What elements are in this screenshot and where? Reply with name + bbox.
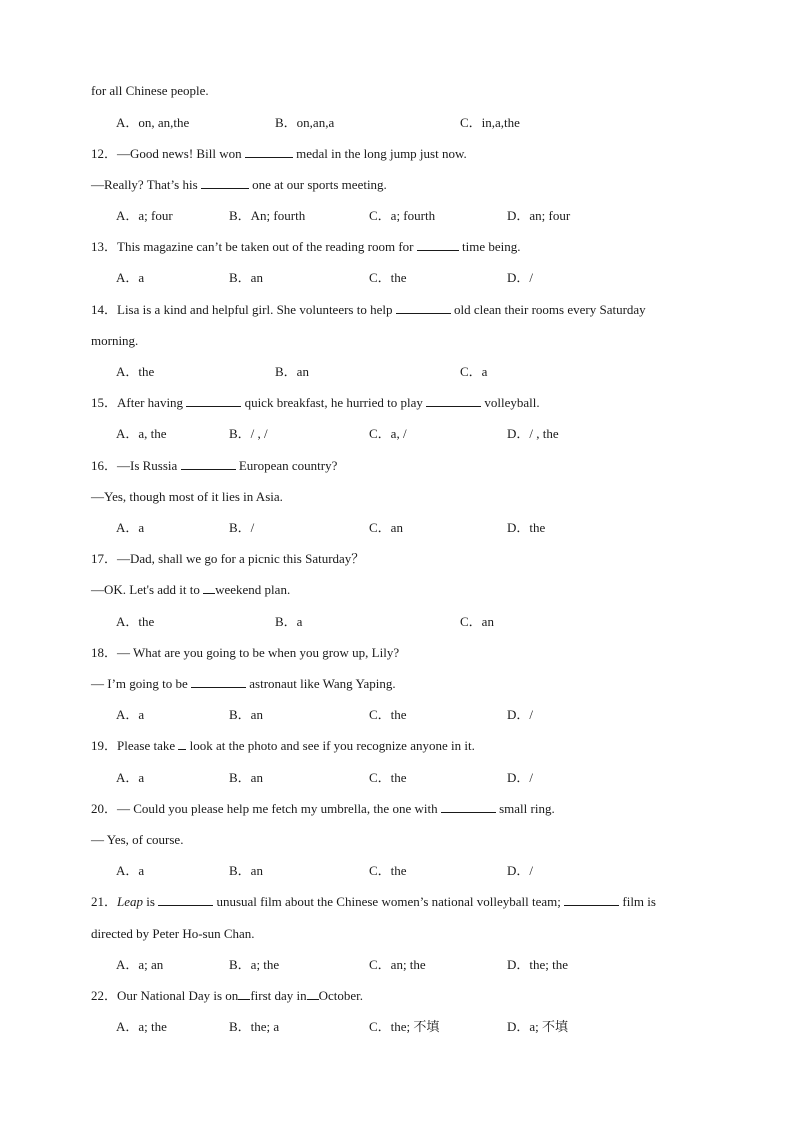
option-a[interactable]: A．a; four	[116, 208, 173, 223]
option-a[interactable]: A．the	[116, 364, 155, 379]
option-c[interactable]: C．an	[369, 520, 403, 535]
film-title: Leap	[117, 894, 144, 909]
q15-line	[91, 394, 540, 412]
text: volleyball.	[481, 395, 540, 410]
option-c[interactable]: C．the	[369, 707, 407, 722]
answer-blank[interactable]	[238, 987, 250, 1000]
text: weekend plan.	[215, 582, 291, 597]
option-a[interactable]: A．the	[116, 614, 155, 629]
option-c[interactable]: C．the	[369, 863, 407, 878]
text: —OK. Let's add it to	[91, 582, 204, 597]
text: quick breakfast, he hurried to play	[241, 395, 427, 410]
text: 18．— What are you going to be when you grow up, Lily?	[91, 645, 400, 660]
q20-line-2	[91, 831, 183, 849]
text: —Really? That’s his	[91, 177, 201, 192]
text: — I’m going to be	[91, 676, 192, 691]
text: 21．	[91, 894, 118, 909]
option-b[interactable]: B．the; a	[229, 1019, 280, 1034]
option-b[interactable]: B．an	[229, 270, 263, 285]
q17-line-2	[91, 581, 290, 599]
answer-blank[interactable]	[158, 893, 213, 906]
option-c[interactable]: C．a; fourth	[369, 208, 436, 223]
text: 17．—Dad, shall we go for a picnic this Saturday？	[91, 551, 365, 566]
text: one at our sports meeting.	[248, 177, 387, 192]
q12-line-1	[91, 145, 467, 163]
q20-line-1	[91, 800, 555, 818]
text: 14．Lisa is a kind and helpful girl. She volunteers to help	[91, 302, 396, 317]
option-a[interactable]: A．a, the	[116, 426, 167, 441]
option-d[interactable]: D．/ , the	[507, 426, 559, 441]
text: —Yes, though most of it lies in Asia.	[91, 489, 283, 504]
text: small ring.	[495, 801, 555, 816]
text: October.	[318, 988, 364, 1003]
option-c[interactable]: C．an; the	[369, 957, 426, 972]
answer-blank[interactable]	[564, 893, 619, 906]
text: look at the photo and see if you recognize anyone in it.	[186, 738, 475, 753]
text: 16．—Is Russia	[91, 458, 181, 473]
q16-line-1	[91, 457, 337, 475]
option-b[interactable]: B．an	[275, 364, 309, 379]
answer-blank[interactable]	[201, 176, 249, 189]
text: unusual film about the Chinese women’s national volleyball team;	[213, 894, 565, 909]
option-a[interactable]: A．a	[116, 863, 145, 878]
answer-blank[interactable]	[181, 457, 236, 470]
text: morning.	[91, 333, 139, 348]
option-d[interactable]: D．the; the	[507, 957, 569, 972]
option-c[interactable]: C．a, /	[369, 426, 407, 441]
option-c[interactable]: C．in,a,the	[460, 115, 520, 130]
option-c[interactable]: C．the	[369, 770, 407, 785]
option-b[interactable]: B．/	[229, 520, 255, 535]
q14-line-2	[91, 332, 138, 350]
q18-line-1	[91, 644, 399, 662]
q11-text-tail	[91, 82, 209, 100]
option-d[interactable]: D．an; four	[507, 208, 571, 223]
option-a[interactable]: A．on, an,the	[116, 115, 190, 130]
text: astronaut like Wang Yaping.	[246, 676, 396, 691]
q14-line-1	[91, 301, 646, 319]
option-b[interactable]: B．an	[229, 707, 263, 722]
option-a[interactable]: A．a	[116, 270, 145, 285]
answer-blank[interactable]	[245, 145, 293, 158]
q21-line-2	[91, 925, 255, 943]
option-b[interactable]: B．on,an,a	[275, 115, 335, 130]
q13-line	[91, 238, 521, 256]
answer-blank[interactable]	[307, 987, 319, 1000]
option-d[interactable]: D．/	[507, 770, 534, 785]
option-b[interactable]: B．an	[229, 863, 263, 878]
option-d[interactable]: D．a; 不填	[507, 1019, 569, 1034]
answer-blank[interactable]	[191, 675, 246, 688]
answer-blank[interactable]	[203, 581, 215, 594]
option-c[interactable]: C．a	[460, 364, 488, 379]
answer-blank[interactable]	[426, 394, 481, 407]
option-c[interactable]: C．the	[369, 270, 407, 285]
answer-blank[interactable]	[186, 394, 241, 407]
text: 20．— Could you please help me fetch my umbrella, the one with	[91, 801, 441, 816]
option-b[interactable]: B．/ , /	[229, 426, 268, 441]
text: 13．This magazine can’t be taken out of the reading room for	[91, 239, 417, 254]
text: — Yes, of course.	[91, 832, 184, 847]
q18-line-2	[91, 675, 396, 693]
option-a[interactable]: A．a; the	[116, 1019, 167, 1034]
text: old clean their rooms every Saturday	[450, 302, 646, 317]
option-d[interactable]: D．/	[507, 270, 534, 285]
text: film is	[619, 894, 656, 909]
option-c[interactable]: C．the; 不填	[369, 1019, 440, 1034]
text: first day in	[250, 988, 307, 1003]
text: directed by Peter Ho-sun Chan.	[91, 926, 255, 941]
q19-line	[91, 737, 475, 755]
option-b[interactable]: B．a; the	[229, 957, 280, 972]
q21-line-1	[91, 893, 656, 911]
option-a[interactable]: A．a; an	[116, 957, 164, 972]
text: 12．—Good news! Bill won	[91, 146, 245, 161]
text: 22．Our National Day is on	[91, 988, 239, 1003]
option-a[interactable]: A．a	[116, 707, 145, 722]
option-a[interactable]: A．a	[116, 520, 145, 535]
text: is	[143, 894, 159, 909]
answer-blank[interactable]	[396, 301, 451, 314]
q22-line	[91, 987, 363, 1005]
text: 19．Please take	[91, 738, 179, 753]
option-b[interactable]: B．a	[275, 614, 303, 629]
option-d[interactable]: D．/	[507, 863, 534, 878]
text: medal in the long jump just now.	[292, 146, 467, 161]
text: time being.	[458, 239, 521, 254]
answer-blank[interactable]	[417, 238, 459, 251]
text: 15．After having	[91, 395, 187, 410]
q17-line-1	[91, 550, 364, 568]
q12-line-2	[91, 176, 387, 194]
option-a[interactable]: A．a	[116, 770, 145, 785]
answer-blank[interactable]	[441, 800, 496, 813]
option-d[interactable]: D．the	[507, 520, 546, 535]
text: for all Chinese people.	[91, 83, 209, 98]
option-d[interactable]: D．/	[507, 707, 534, 722]
option-b[interactable]: B．An; fourth	[229, 208, 306, 223]
text: European country?	[235, 458, 338, 473]
option-c[interactable]: C．an	[460, 614, 494, 629]
option-b[interactable]: B．an	[229, 770, 263, 785]
q16-line-2	[91, 488, 283, 506]
